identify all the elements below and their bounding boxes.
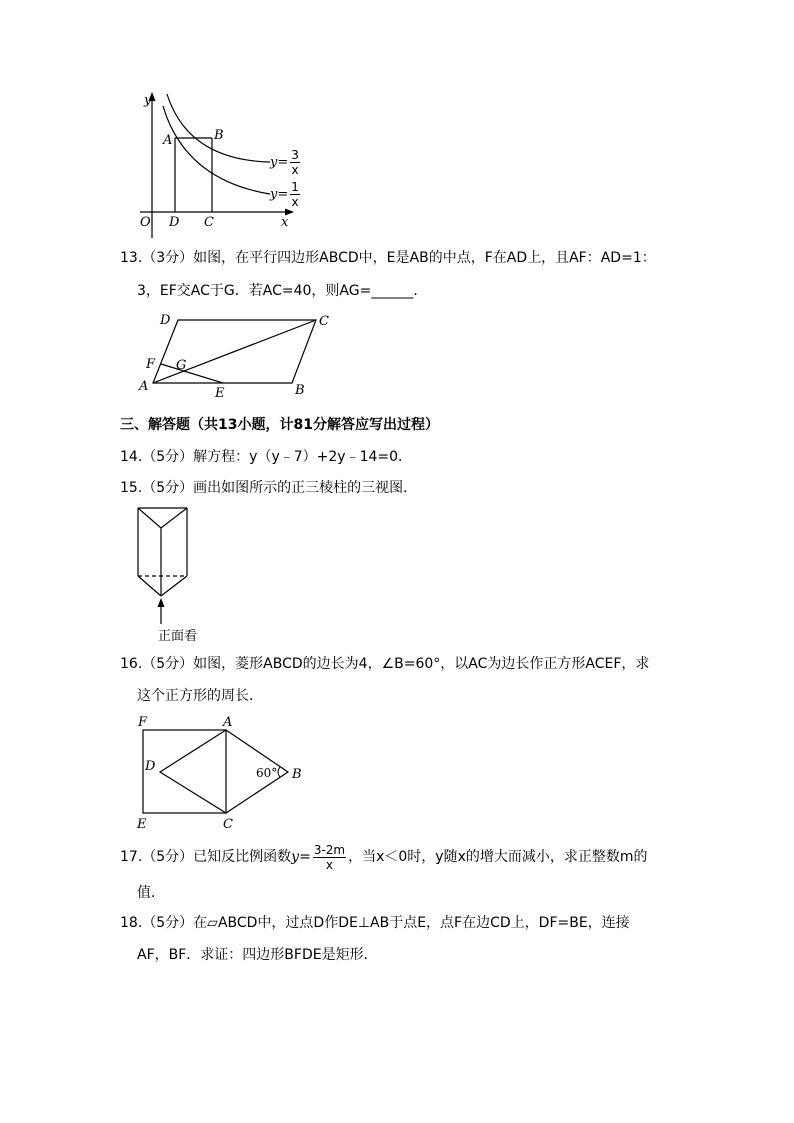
- origin-label: O: [140, 215, 151, 230]
- q17-fraction: [313, 843, 346, 872]
- point-c-label: C: [204, 215, 214, 230]
- point-d-label: D: [169, 215, 180, 230]
- point-a-label: A: [223, 715, 233, 730]
- curve-label-1-over-x: [270, 180, 302, 209]
- curve-label-3-over-x: [270, 148, 302, 177]
- q17-suffix: ，当x＜0时，y随x的增大而减小，求正整数m的: [348, 849, 648, 865]
- point-b-label: B: [295, 383, 305, 398]
- point-c-label: C: [223, 817, 233, 832]
- curve-label-denominator: x: [291, 163, 299, 177]
- view-direction-caption: 正面看: [158, 629, 198, 644]
- figure-triangular-prism: [134, 504, 198, 628]
- q14-text: 14.（5分）解方程：y（y﹣7）+2y﹣14=0．: [120, 449, 413, 465]
- point-d-label: D: [160, 313, 171, 328]
- y-axis-label: y: [144, 93, 152, 108]
- point-b-label: B: [214, 128, 224, 143]
- q18-line-1: 18.（5分）在▱ABCD中，过点D作DE⊥AB于点E，点F在边CD上，DF=BE，连接: [120, 915, 630, 931]
- q16-line-1: 16.（5分）如图，菱形ABCD的边长为4，∠B=60°，以AC为边长作正方形ACEF，求: [120, 656, 650, 672]
- q17-line-1: [120, 840, 648, 874]
- figure-parallelogram: [136, 310, 336, 400]
- q15-text: 15.（5分）画出如图所示的正三棱柱的三视图．: [120, 480, 418, 496]
- q17-function-y: y=: [291, 849, 311, 865]
- figure-rhombus-square: [134, 712, 314, 834]
- q17-denominator: x: [325, 857, 334, 872]
- q17-line-2: 值．: [137, 885, 165, 901]
- curve-label-prefix: y=: [270, 187, 289, 202]
- section-heading: 三、解答题（共13小题，计81分解答应写出过程）: [120, 417, 439, 433]
- point-g-label: G: [176, 358, 187, 373]
- q17-prefix: 17.（5分）已知反比例函数: [120, 849, 292, 865]
- q18-line-2: AF，BF．求证：四边形BFDE是矩形．: [137, 947, 378, 963]
- point-d-label: D: [145, 759, 156, 774]
- point-a-label: A: [163, 133, 173, 148]
- point-e-label: E: [137, 817, 147, 832]
- q17-numerator: 3-2m: [313, 842, 346, 857]
- q13-line-1: 13.（3分）如图，在平行四边形ABCD中，E是AB的中点，F在AD上，且AF：AD=1：: [120, 250, 656, 266]
- point-c-label: C: [319, 314, 329, 329]
- q13-line-2: 3，EF交AC于G．若AC=40，则AG=______．: [137, 283, 428, 299]
- point-a-label: A: [139, 379, 149, 394]
- curve-label-prefix: y=: [270, 155, 289, 170]
- curve-label-denominator: x: [291, 195, 299, 209]
- angle-label: 60°: [256, 766, 278, 780]
- point-f-label: F: [146, 357, 156, 372]
- curve-label-numerator: 1: [291, 180, 299, 194]
- curve-label-numerator: 3: [291, 148, 299, 162]
- point-f-label: F: [138, 715, 148, 730]
- point-e-label: E: [215, 386, 225, 400]
- x-axis-label: x: [281, 215, 289, 230]
- point-b-label: B: [292, 767, 302, 782]
- q16-line-2: 这个正方形的周长．: [137, 688, 263, 704]
